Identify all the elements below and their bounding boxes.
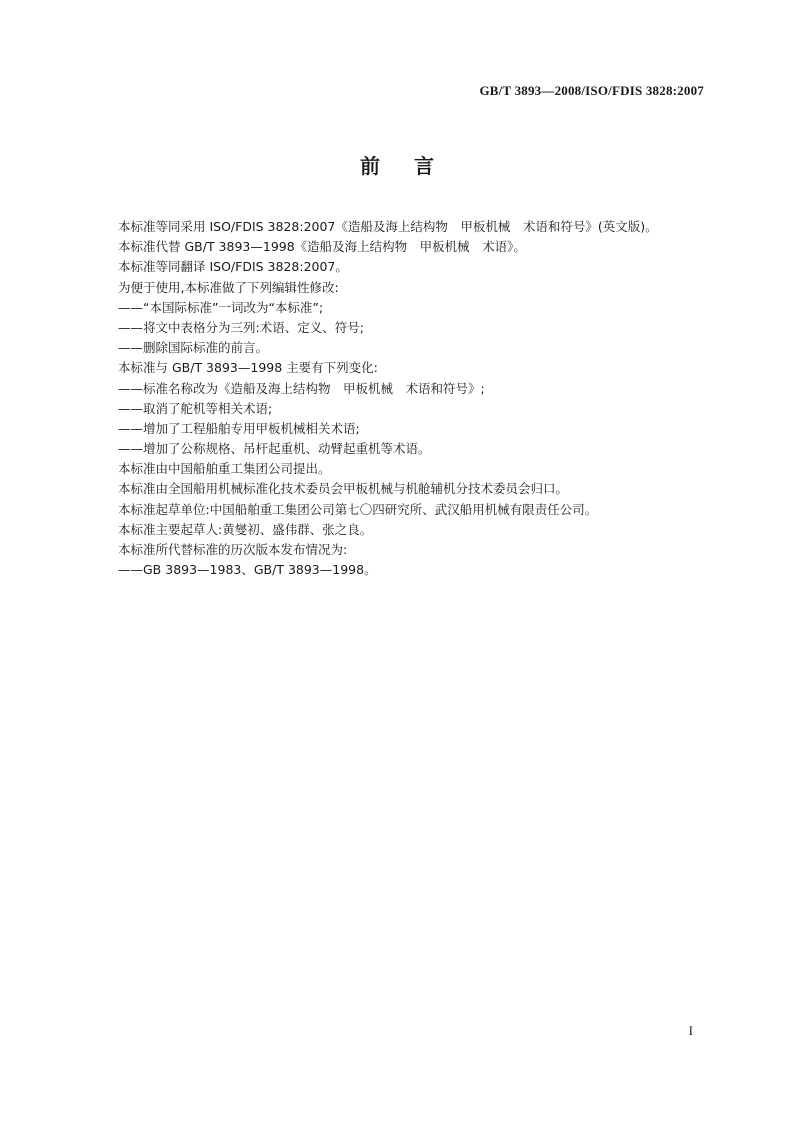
page-number: I: [688, 1023, 693, 1038]
text-line: 本标准等同采用 ISO/FDIS 3828:2007《造船及海上结构物 甲板机械 术语和符号》(英文版)。: [118, 219, 658, 234]
text-line: 本标准由全国船用机械标准化技术委员会甲板机械与机舱辅机分技术委员会归口。: [118, 481, 569, 497]
text-line: 本标准等同翻译 ISO/FDIS 3828:2007。: [118, 259, 348, 275]
standard-code: GB/T 3893—2008/ISO/FDIS 3828:2007: [479, 83, 704, 98]
text-line: 本标准起草单位:中国船舶重工集团公司第七〇四研究所、武汉船用机械有限责任公司。: [118, 501, 598, 517]
list-item: ——“本国际标准”一词改为“本标准”;: [118, 299, 324, 315]
list-item: ——将文中表格分为三列:术语、定义、符号;: [118, 319, 364, 335]
text-line: 本标准代替 GB/T 3893—1998《造船及海上结构物 甲板机械 术语》。: [118, 239, 526, 255]
list-item: ——增加了公称规格、吊杆起重机、动臂起重机等术语。: [118, 441, 431, 457]
page-title: 前言: [360, 154, 468, 178]
list-item: ——GB 3893—1983、GB/T 3893—1998。: [118, 562, 377, 578]
foreword-body: [118, 217, 718, 580]
text-line: 本标准主要起草人:黄燮初、盛伟群、张之良。: [118, 521, 373, 537]
text-line: 本标准所代替标准的历次版本发布情况为:: [118, 542, 348, 557]
list-item: ——标准名称改为《造船及海上结构物 甲板机械 术语和符号》;: [118, 380, 485, 396]
list-item: ——取消了舵机等相关术语;: [118, 400, 273, 416]
text-line: 本标准与 GB/T 3893—1998 主要有下列变化:: [118, 360, 378, 376]
text-line: 为便于使用,本标准做了下列编辑性修改:: [118, 279, 339, 295]
list-item: ——增加了工程船舶专用甲板机械相关术语;: [118, 420, 360, 436]
text-line: 本标准由中国船舶重工集团公司提出。: [118, 461, 331, 477]
list-item: ——删除国际标准的前言。: [118, 340, 269, 356]
